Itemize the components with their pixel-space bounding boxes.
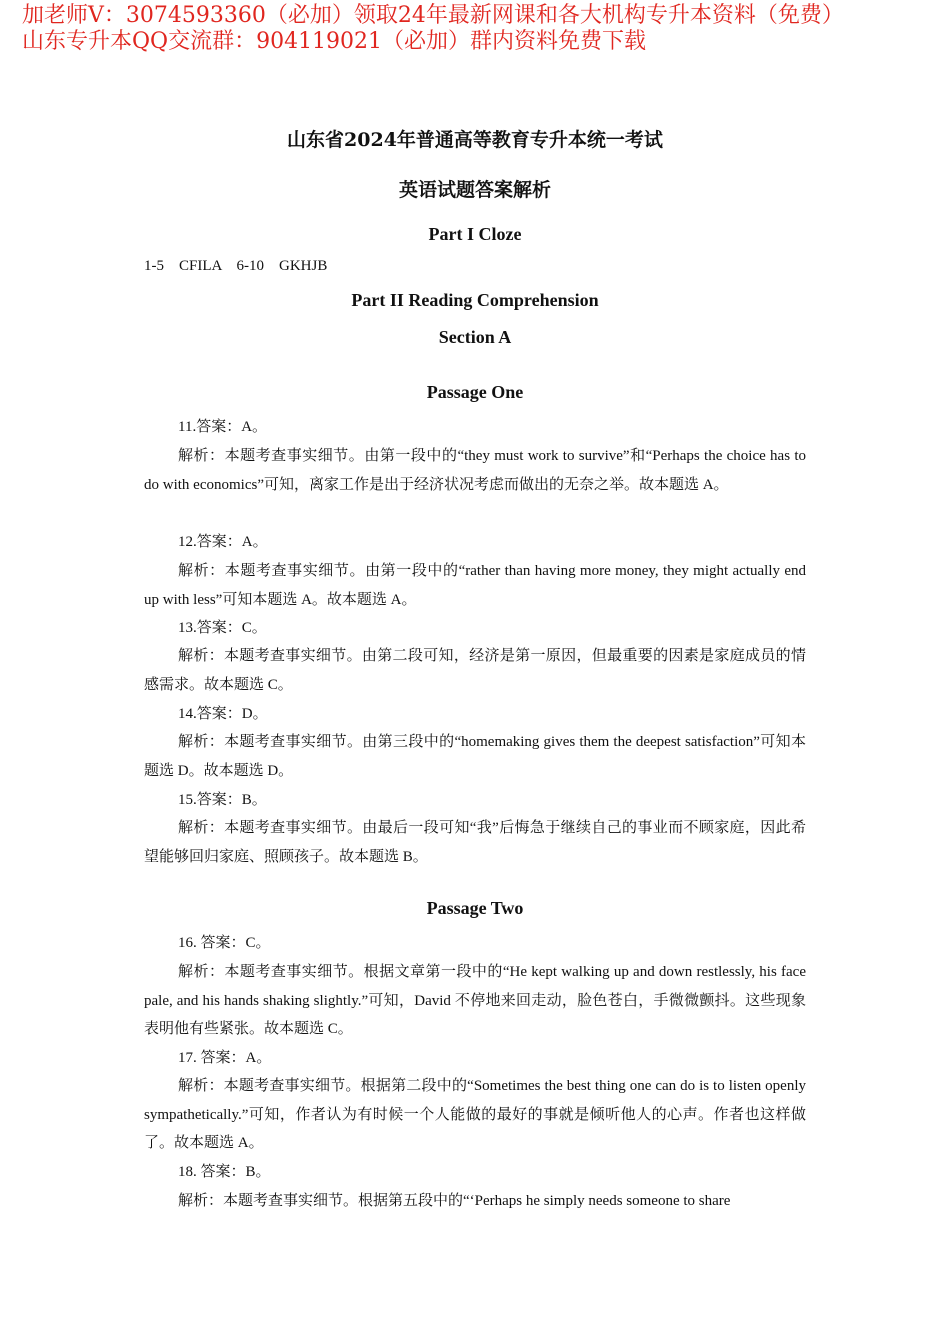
answer-17: 17. 答案：A。	[178, 1050, 272, 1066]
answer-15: 15.答案：B。	[178, 792, 267, 808]
promo-qq-group-line: 山东专升本QQ交流群：904119021（必加）群内资料免费下载	[22, 29, 647, 54]
part2-heading: Part II Reading Comprehension	[351, 290, 599, 310]
answer-13: 13.答案：C。	[178, 620, 267, 636]
explanation-16: 解析：本题考查事实细节。根据文章第一段中的“He kept walking up and down restlessly, his face pale, and his hands shaking slightly.”可知，David 不停地来回走动，脸色苍白，手微微颤抖。这些现象表明他有些紧张。故本题选 C。	[144, 964, 806, 1038]
answer-12: 12.答案：A。	[178, 534, 268, 550]
explanation-15: 解析：本题考查事实细节。由最后一段可知“我”后悔急于继续自己的事业而不顾家庭，因此希望能够回归家庭、照顾孩子。故本题选 B。	[144, 820, 806, 865]
explanation-14: 解析：本题考查事实细节。由第三段中的“homemaking gives them the deepest satisfaction”可知本题选 D。故本题选 D。	[144, 734, 806, 779]
part1-answer-key: 1-5 CFILA 6-10 GKHJB	[144, 258, 328, 274]
document-subtitle: 英语试题答案解析	[398, 179, 551, 201]
explanation-12: 解析：本题考查事实细节。由第一段中的“rather than having more money, they might actually end up with less”可知本题选 A。故本题选 A。	[144, 563, 806, 608]
answer-16: 16. 答案：C。	[178, 935, 271, 951]
passage-two-heading: Passage Two	[426, 898, 524, 918]
passage-one-heading: Passage One	[426, 382, 524, 402]
part1-heading: Part I Cloze	[428, 224, 522, 244]
answer-14: 14.答案：D。	[178, 706, 268, 722]
answer-11: 11.答案：A。	[178, 419, 268, 435]
explanation-18: 解析：本题考查事实细节。根据第五段中的“‘Perhaps he simply needs someone to share	[178, 1193, 731, 1209]
explanation-11: 解析：本题考查事实细节。由第一段中的“they must work to survive”和“Perhaps the choice has to do with economics”可知，离家工作是出于经济状况考虑而做出的无奈之举。故本题选 A。	[144, 448, 806, 493]
explanation-13: 解析：本题考查事实细节。由第二段可知，经济是第一原因，但最重要的因素是家庭成员的情感需求。故本题选 C。	[144, 648, 806, 693]
document-title: 山东省2024年普通高等教育专升本统一考试	[287, 129, 663, 151]
section-a-heading: Section A	[438, 327, 512, 347]
promo-contact-line: 加老师V：3074593360（必加）领取24年最新网课和各大机构专升本资料（免费）	[22, 3, 844, 28]
answer-18: 18. 答案：B。	[178, 1164, 271, 1180]
explanation-17: 解析：本题考查事实细节。根据第二段中的“Sometimes the best thing one can do is to listen openly sympathetically.”可知，作者认为有时候一个人能做的最好的事就是倾听他人的心声。作者也这样做了。故本题选 A。	[144, 1078, 806, 1152]
